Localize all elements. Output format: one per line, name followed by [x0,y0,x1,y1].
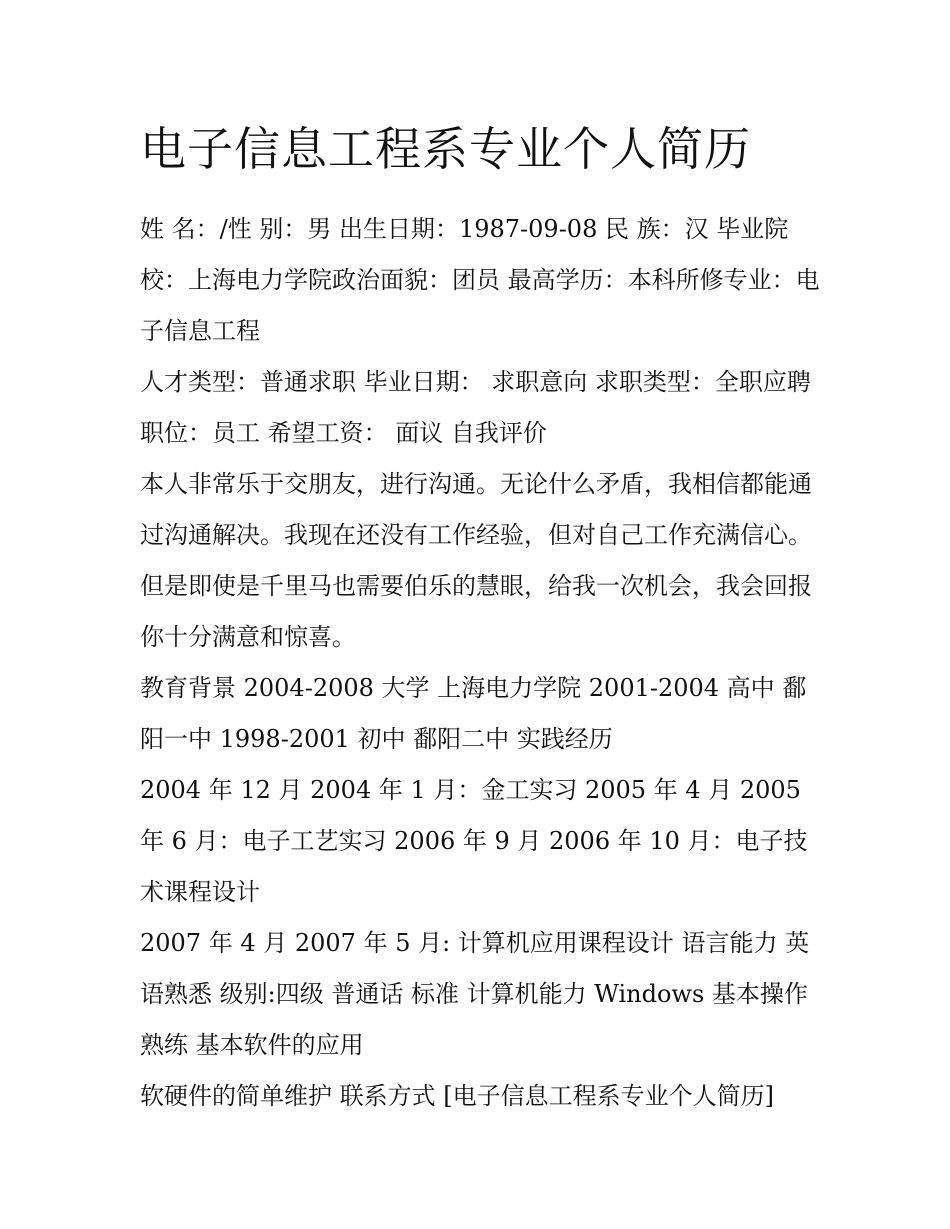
self-evaluation-paragraph: 本人非常乐于交朋友，进行沟通。无论什么矛盾，我相信都能通过沟通解决。我现在还没有工作经验，但对自己工作充满信心。但是即使是千里马也需要伯乐的慧眼，给我一次机会，我会回报你十分满意和惊喜。 [140,470,812,651]
education-paragraph: 教育背景 2004-2008 大学 上海电力学院 2001-2004 高中 鄱阳一中 1998-2001 初中 鄱阳二中 实践经历 [140,674,807,753]
document-page [140,108,820,1122]
personal-info-paragraph: 姓 名：/性 别：男 出生日期：1987-09-08 民 族：汉 毕业院校：上海电力学院政治面貌：团员 最高学历：本科所修专业：电子信息工程 [140,215,820,345]
document-title: 电子信息工程系专业个人简历 [140,122,751,176]
skills-paragraph: 2007 年 4 月 2007 年 5 月: 计算机应用课程设计 语言能力 英语熟悉 级别:四级 普通话 标准 计算机能力 Windows 基本操作熟练 基本软件的应用 [140,929,810,1059]
contact-paragraph: 软硬件的简单维护 联系方式 [电子信息工程系专业个人简历] [140,1082,774,1110]
practice-paragraph: 2004 年 12 月 2004 年 1 月：金工实习 2005 年 4 月 2005 年 6 月：电子工艺实习 2006 年 9 月 2006 年 10 月：电子技术课程设计 [140,776,808,906]
job-intent-paragraph: 人才类型：普通求职 毕业日期： 求职意向 求职类型：全职应聘职位：员工 希望工资： 面议 自我评价 [140,368,811,447]
